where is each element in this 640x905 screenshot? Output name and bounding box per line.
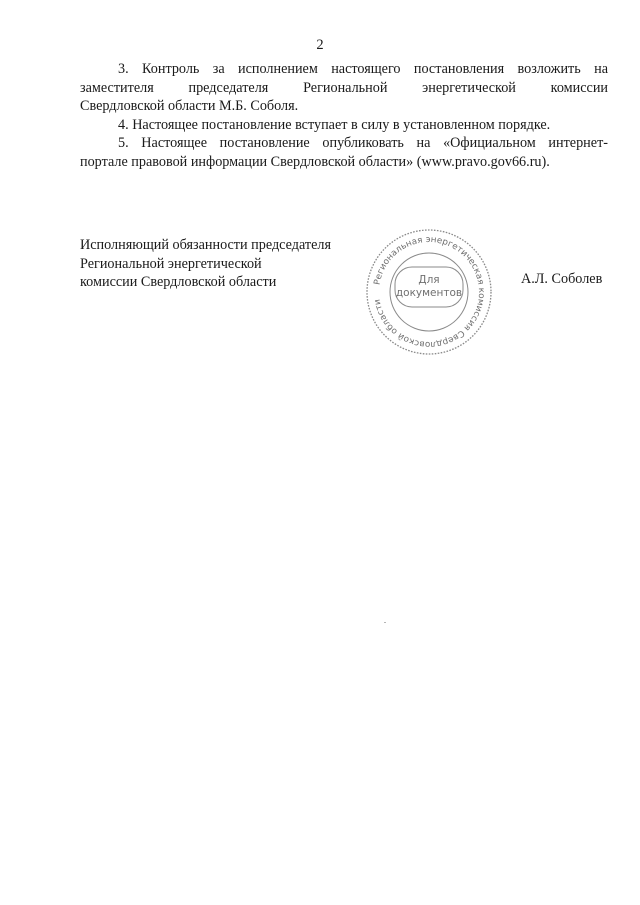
paragraph-5-publish: [80, 134, 608, 153]
paragraph-3-control-end: [80, 97, 608, 116]
document-body: [80, 60, 608, 172]
signatory-position: [80, 236, 370, 292]
seal-center-line-2: документов: [395, 287, 463, 299]
signatory-position-line-1: Исполняющий обязанности председателя: [80, 237, 331, 253]
seal-ring-text: Региональная энергетическая комиссия Свердловской области: [372, 234, 487, 350]
paragraph-3-line-1: 3. Контроль за исполнением настоящего постановления возложить на заместителя председателя Региональной энергетической комиссии: [80, 61, 608, 96]
page-number: 2: [316, 37, 324, 53]
paragraph-3-line-2: Свердловской области М.Б. Соболя.: [80, 98, 299, 115]
scan-speck: [384, 622, 386, 623]
signer-name: А.Л. Соболев: [521, 271, 603, 287]
signatory-position-line-2: Региональной энергетической: [80, 255, 262, 272]
seal-graphic: [364, 227, 494, 357]
seal-center-line-1: Для: [418, 274, 440, 286]
paragraph-4-effective: 4. Настоящее постановление вступает в силу в установленном порядке.: [118, 116, 551, 133]
official-seal-stamp: [364, 227, 494, 357]
paragraph-3-control: [80, 60, 608, 97]
paragraph-5-line-2: портале правовой информации Свердловской области» (www.pravo.gov66.ru).: [80, 153, 550, 170]
paragraph-5-publish-end: [80, 153, 608, 172]
paragraph-5-line-1: 5. Настоящее постановление опубликовать на «Официальном интернет-: [118, 135, 608, 152]
signatory-position-line-3: комиссии Свердловской области: [80, 274, 277, 291]
